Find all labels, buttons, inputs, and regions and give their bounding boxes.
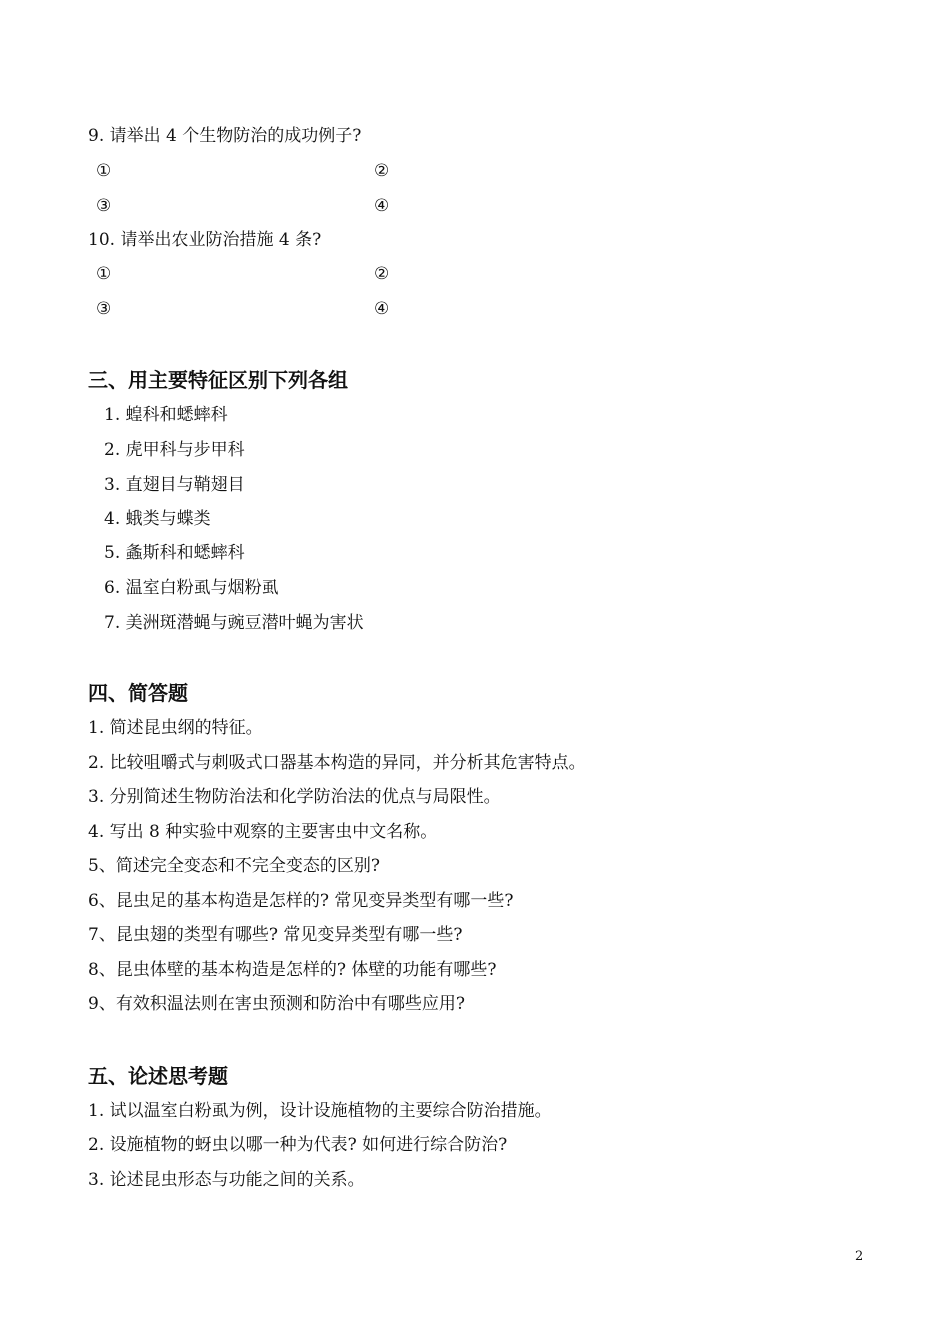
list-item: 3. 直翅目与鞘翅目: [104, 475, 245, 495]
list-item: 7. 美洲斑潜蝇与豌豆潜叶蝇为害状: [104, 613, 364, 633]
answer-blank-2: ②: [374, 264, 390, 284]
answer-blank-1: ①: [96, 161, 112, 181]
answer-blank-2: ②: [374, 161, 390, 181]
list-item: 3. 论述昆虫形态与功能之间的关系。: [88, 1170, 365, 1190]
section-heading: 三、用主要特征区别下列各组: [88, 368, 348, 392]
answer-blank-1: ①: [96, 264, 112, 284]
section-heading: 四、简答题: [88, 681, 188, 705]
answer-blank-3: ③: [96, 299, 112, 319]
page-number: 2: [855, 1249, 864, 1264]
list-item: 4. 蛾类与蝶类: [104, 509, 211, 529]
list-item: 2. 设施植物的蚜虫以哪一种为代表? 如何进行综合防治?: [88, 1135, 508, 1155]
section-heading: 五、论述思考题: [88, 1064, 228, 1088]
list-item: 3. 分别简述生物防治法和化学防治法的优点与局限性。: [88, 787, 501, 807]
list-item: 1. 试以温室白粉虱为例，设计设施植物的主要综合防治措施。: [88, 1101, 552, 1121]
list-item: 5. 螽斯科和蟋蟀科: [104, 543, 245, 563]
answer-blank-4: ④: [374, 299, 390, 319]
list-item: 6、昆虫足的基本构造是怎样的? 常见变异类型有哪一些?: [88, 891, 514, 911]
list-item: 2. 虎甲科与步甲科: [104, 440, 245, 460]
list-item: 8、昆虫体壁的基本构造是怎样的? 体壁的功能有哪些?: [88, 960, 497, 980]
list-item: 4. 写出 8 种实验中观察的主要害虫中文名称。: [88, 822, 438, 842]
answer-blank-4: ④: [374, 196, 390, 216]
list-item: 9、有效积温法则在害虫预测和防治中有哪些应用?: [88, 994, 465, 1014]
list-item: 1. 简述昆虫纲的特征。: [88, 718, 263, 738]
question-10: 10. 请举出农业防治措施 4 条?: [88, 230, 322, 250]
list-item: 1. 蝗科和蟋蟀科: [104, 405, 228, 425]
list-item: 6. 温室白粉虱与烟粉虱: [104, 578, 279, 598]
list-item: 7、昆虫翅的类型有哪些? 常见变异类型有哪一些?: [88, 925, 463, 945]
question-9: 9. 请举出 4 个生物防治的成功例子?: [88, 126, 362, 146]
list-item: 5、简述完全变态和不完全变态的区别?: [88, 856, 380, 876]
answer-blank-3: ③: [96, 196, 112, 216]
list-item: 2. 比较咀嚼式与刺吸式口器基本构造的异同，并分析其危害特点。: [88, 753, 586, 773]
